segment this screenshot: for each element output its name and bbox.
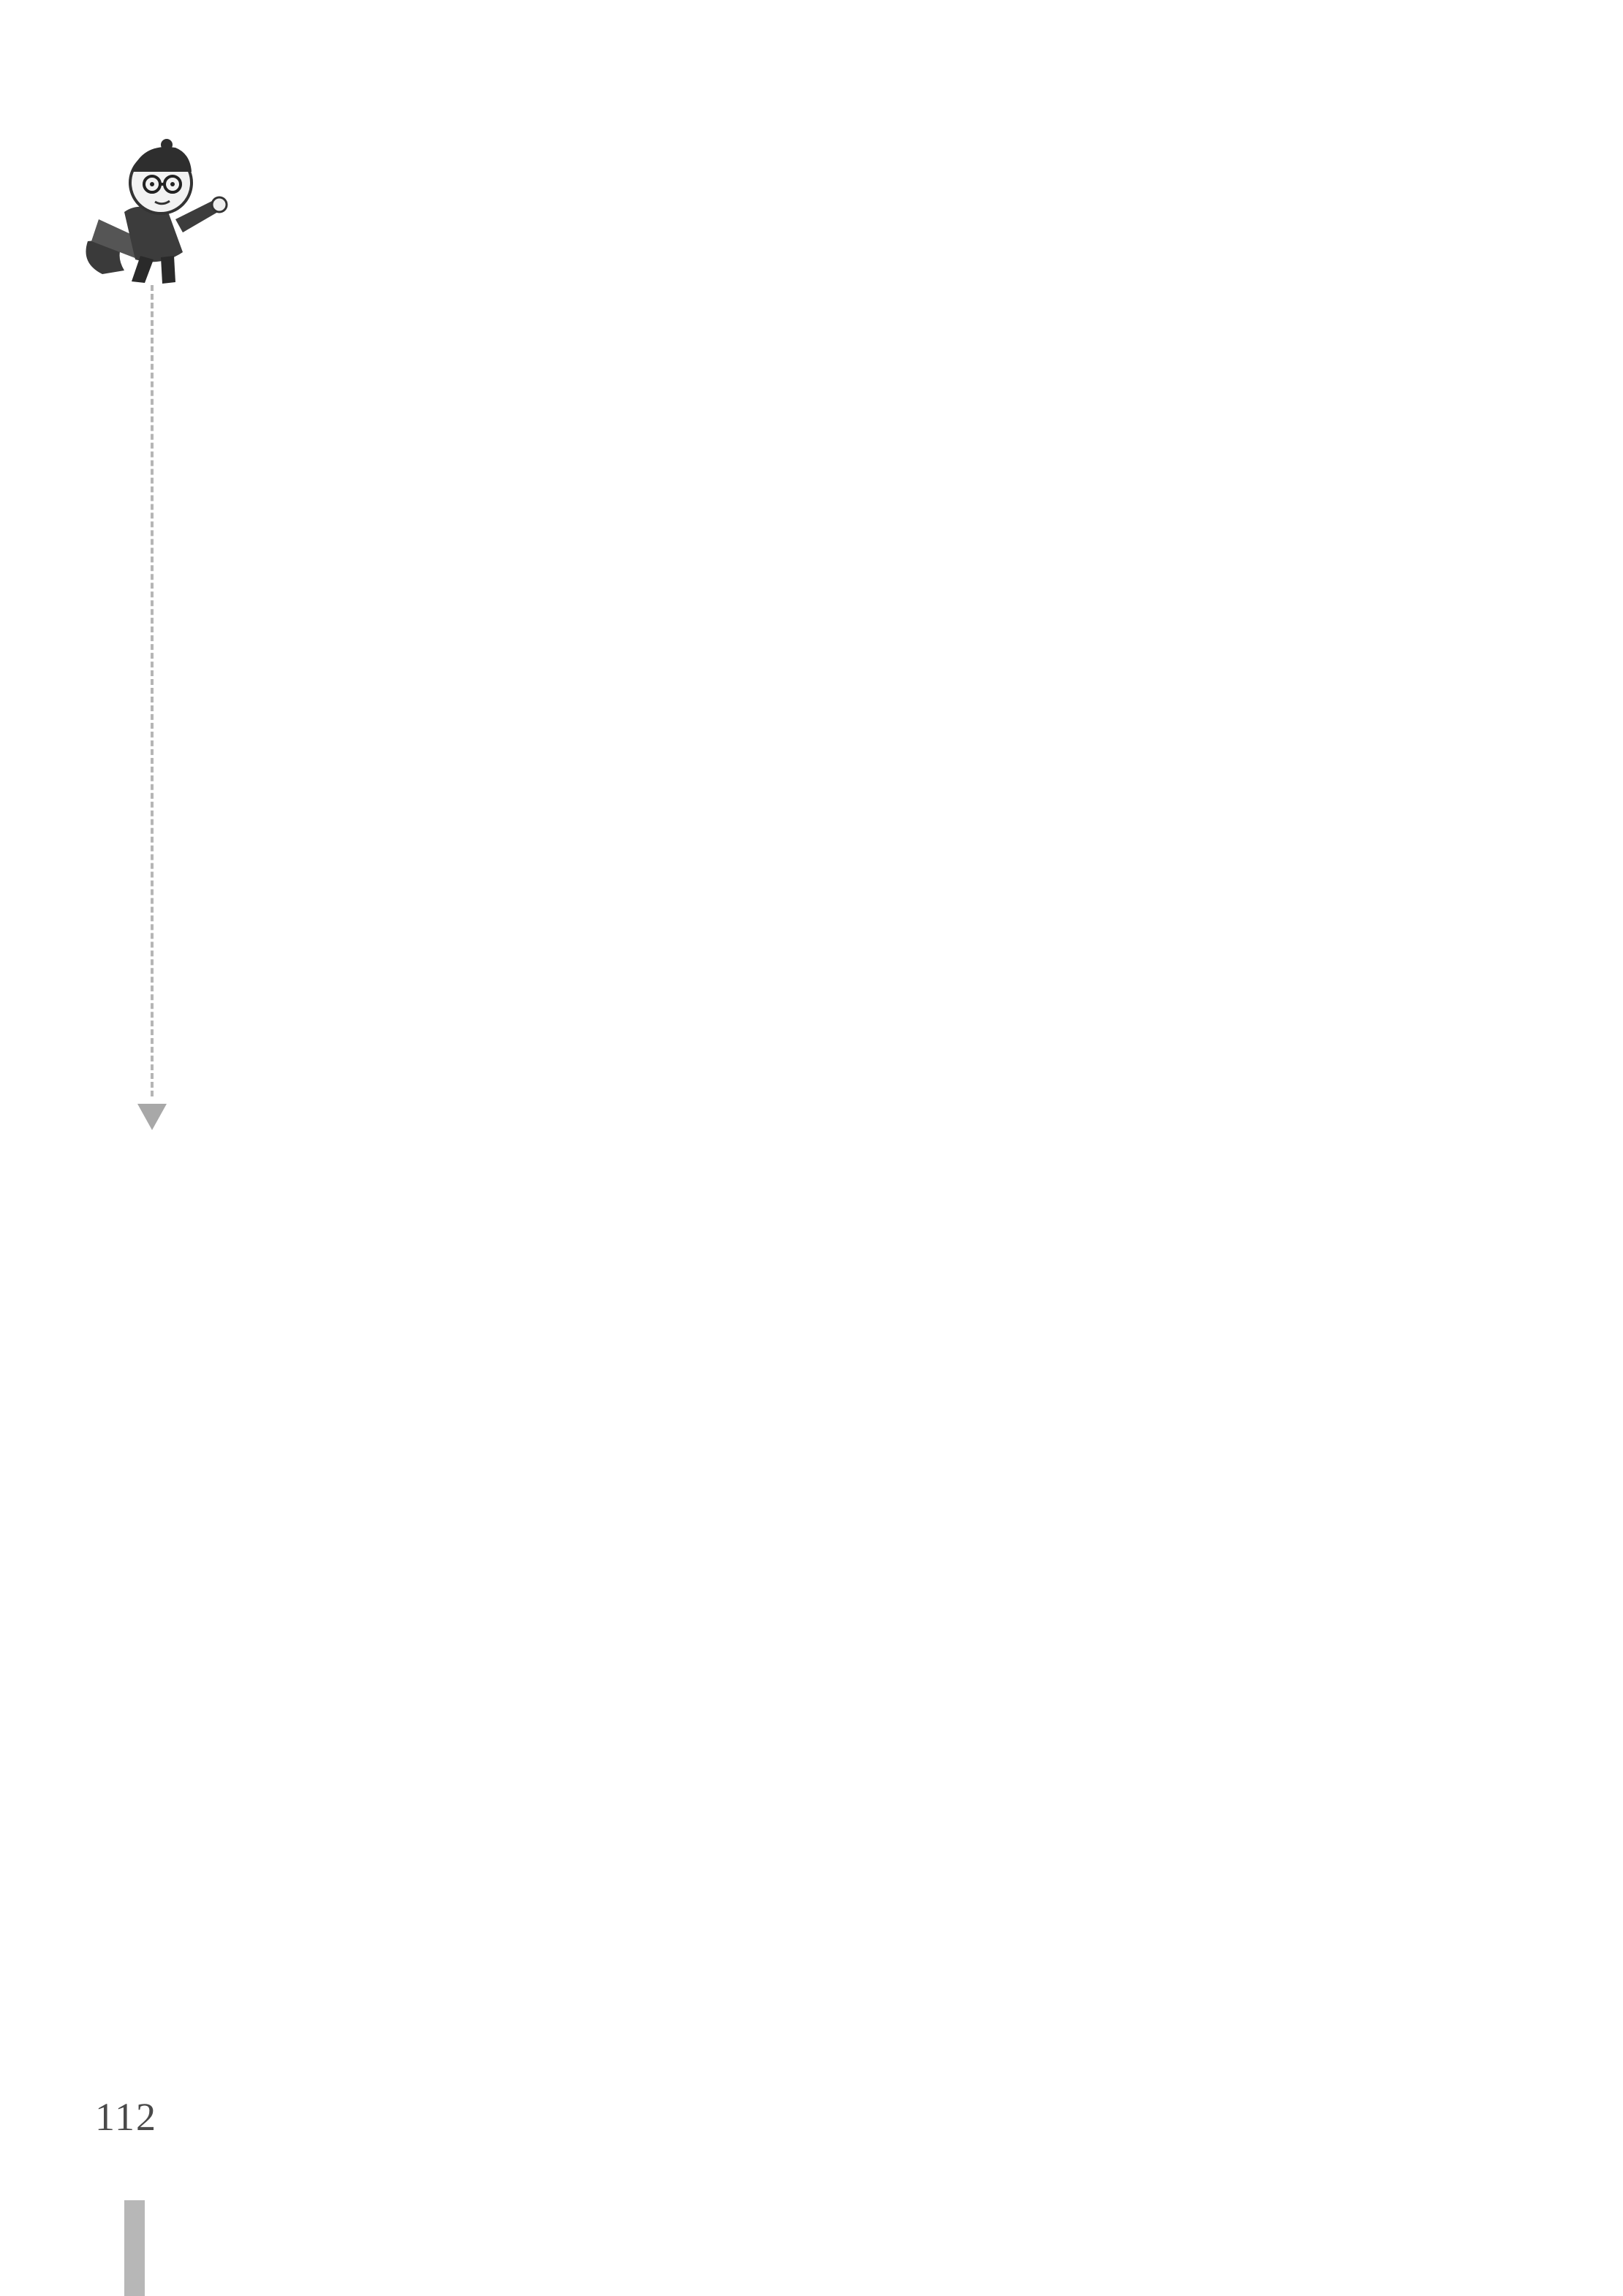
scarf-boy-mascot-icon (73, 132, 241, 285)
running-header (70, 183, 114, 1170)
page-number: 112 (95, 2095, 157, 2139)
triangle-marker-icon (137, 1104, 167, 1130)
side-tab-marker (124, 2200, 145, 2296)
body-text (219, 219, 1462, 1988)
header-dashed-rule (151, 285, 154, 1096)
